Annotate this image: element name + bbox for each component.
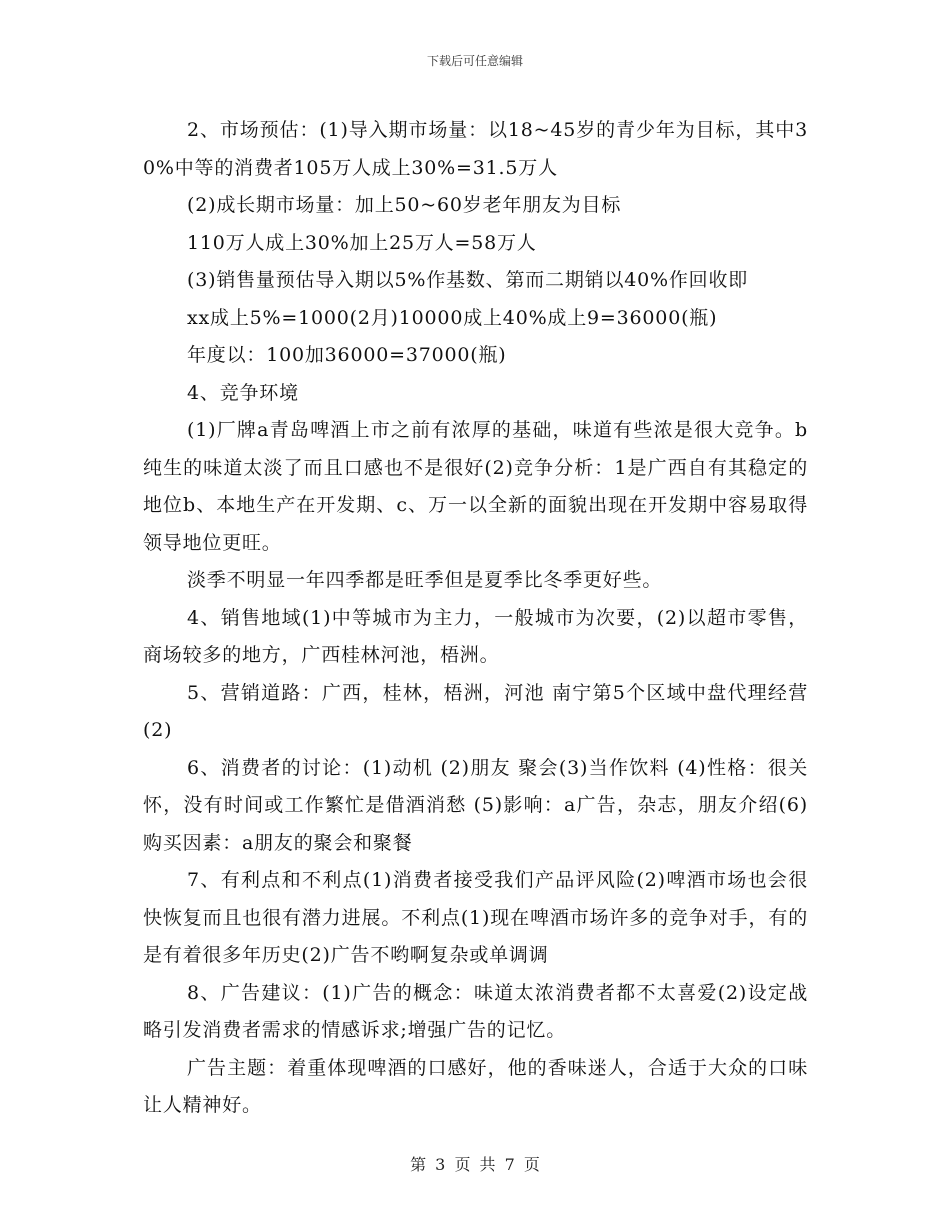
- paragraph-off-season: 淡季不明显一年四季都是旺季但是夏季比冬季更好些。: [187, 569, 663, 591]
- paragraph-ad-suggestion: 8、广告建议：(1)广告的概念：味道太浓消费者都不太喜爱(2)设定战略引发消费者需求的情感诉求;增强广告的记忆。: [143, 981, 808, 1041]
- document-body: [143, 112, 808, 1125]
- paragraph-growth-calculation: 110万人成上30%加上25万人=58万人: [187, 231, 537, 254]
- page-number-footer: 第 3 页 共 7 页: [410, 1155, 540, 1174]
- paragraph-pros-cons: 7、有利点和不利点(1)消费者接受我们产品评风险(2)啤酒市场也会很快恢复而且也很有潜力进展。不利点(1)现在啤酒市场许多的竞争对手，有的是有着很多年历史(2)广告不哟啊复杂或单调调: [143, 869, 808, 966]
- paragraph-competition-analysis: (1)厂牌a青岛啤酒上市之前有浓厚的基础，味道有些浓是很大竞争。b纯生的味道太淡了而且口感也不是很好(2)竞争分析：1是广西自有其稳定的地位b、本地生产在开发期、c、万一以全新的面貌出现在开发期中容易取得领导地位更旺。: [143, 419, 808, 554]
- paragraph-sales-region: 4、销售地域(1)中等城市为主力，一般城市为次要，(2)以超市零售，商场较多的地方，广西桂林河池，梧洲。: [143, 606, 808, 666]
- page-header-note: 下载后可任意编辑: [426, 54, 523, 68]
- paragraph-growth-period: (2)成长期市场量：加上50~60岁老年朋友为目标: [187, 194, 622, 216]
- paragraph-ad-theme: 广告主题：着重体现啤酒的口感好，他的香味迷人，合适于大众的口味让人精神好。: [143, 1056, 808, 1116]
- paragraph-competition-heading: 4、竞争环境: [187, 381, 299, 404]
- paragraph-sales-calculation: xx成上5%=1000(2月)10000成上40%成上9=36000(瓶): [187, 306, 718, 329]
- paragraph-sales-estimate: (3)销售量预估导入期以5%作基数、第而二期销以40%作回收即: [187, 269, 749, 291]
- paragraph-marketing-channel: 5、营销道路：广西，桂林，梧洲，河池 南宁第5个区域中盘代理经营(2): [143, 681, 808, 741]
- paragraph-annual-total: 年度以：100加36000=37000(瓶): [187, 344, 507, 366]
- paragraph-market-estimate: 2、市场预估：(1)导入期市场量：以18~45岁的青少年为目标，其中30%中等的消费者105万人成上30%=31.5万人: [143, 119, 808, 179]
- paragraph-consumer-discussion: 6、消费者的讨论：(1)动机 (2)朋友 聚会(3)当作饮料 (4)性格：很关怀，没有时间或工作繁忙是借酒消愁 (5)影响：a广告，杂志，朋友介绍(6)购买因素：a朋友的聚会和聚餐: [143, 756, 808, 854]
